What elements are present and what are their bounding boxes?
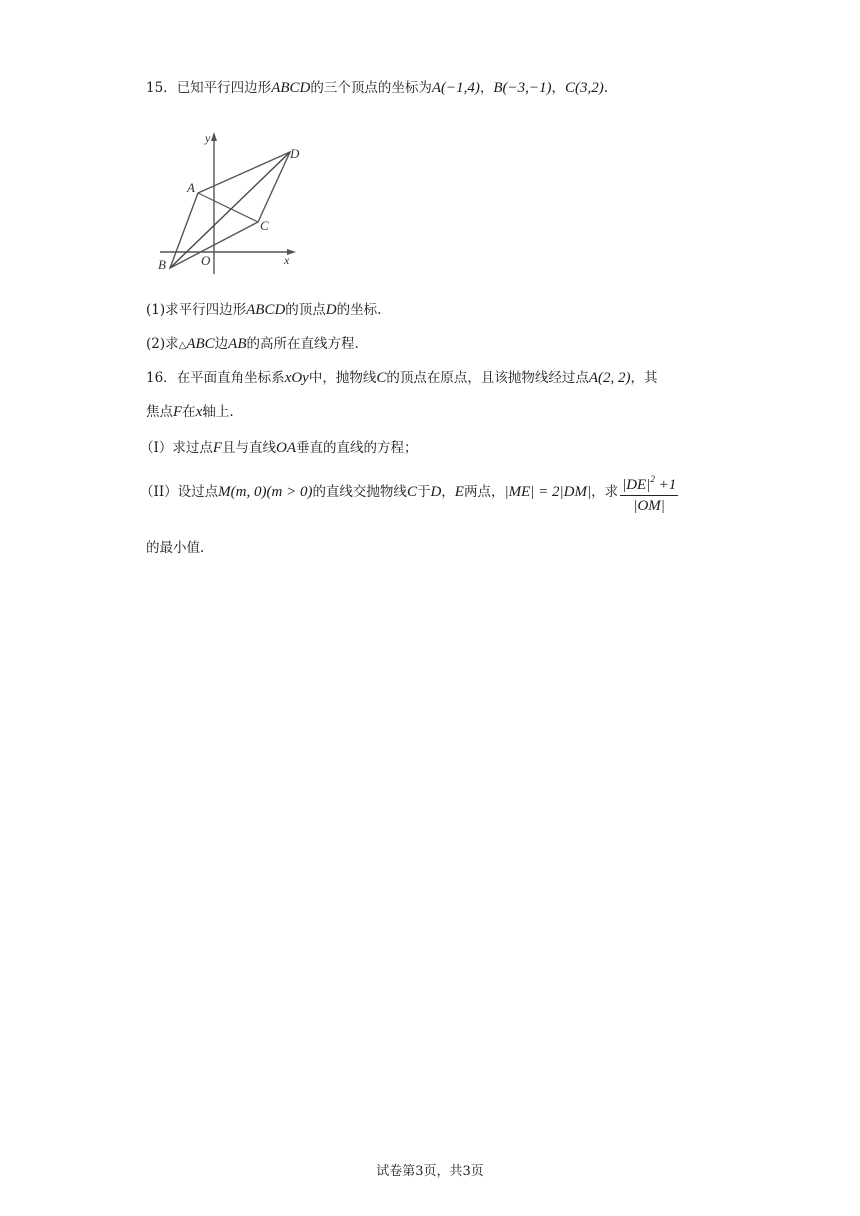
q15-point-b: B(−3,−1): [493, 80, 552, 96]
q15-number: 15．: [146, 80, 177, 96]
triangle-symbol: △: [178, 340, 187, 351]
page-footer: 试卷第3页，共3页: [376, 1164, 484, 1179]
numerator-plus-one: +1: [654, 477, 677, 493]
label-x: x: [284, 253, 290, 267]
q15-part1-point: D: [325, 302, 337, 318]
q16-part1-suffix: 垂直的直线的方程；: [296, 440, 418, 456]
q15-part2-suffix: 的高所在直线方程.: [246, 336, 359, 352]
q16-number: 16．: [146, 370, 177, 386]
label-b: B: [158, 257, 166, 272]
q15-part2-mid: 边: [214, 336, 229, 352]
q15-sep2: ，: [551, 80, 566, 96]
q16-line2c: 轴上.: [202, 404, 234, 420]
q15-stem: [146, 76, 608, 97]
q16-part2-prefix: （II）设过点: [140, 484, 219, 500]
q16-part2-tail: [146, 536, 204, 556]
q16-part2-point-e: E: [454, 484, 464, 500]
q16-part2-curve: C: [406, 484, 417, 500]
q16-coordinate-system: xOy: [284, 370, 309, 386]
y-axis-arrow: [211, 132, 217, 141]
q16-fraction: [620, 470, 678, 515]
q16-text3: 的顶点在原点，且该抛物线经过点: [386, 370, 589, 386]
q16-part1-line-oa: OA: [276, 440, 297, 456]
q15-part2-shape: ABC: [186, 336, 215, 352]
q15-intro: 已知平行四边形: [176, 80, 272, 96]
q15-sep1: ，: [479, 80, 494, 96]
q16-part1: [140, 436, 418, 457]
numerator-exponent: 2: [650, 474, 655, 484]
q16-x-axis: x: [195, 404, 203, 420]
q15-part2-prefix: (2)求: [146, 336, 179, 352]
q16-line2a: 焦点: [146, 404, 173, 420]
q15-part1-shape: ABCD: [246, 302, 286, 318]
q16-part2-mid4: ，求: [591, 484, 619, 500]
numerator-de: |DE|: [622, 477, 651, 493]
label-a: A: [187, 180, 195, 195]
q16-text2: 中，抛物线: [308, 370, 377, 386]
q16-part2-mid1: 的直线交抛物线: [312, 484, 407, 500]
label-c: C: [260, 218, 269, 233]
q15-part1-prefix: (1)求平行四边形: [146, 302, 247, 318]
q15-end: .: [603, 80, 609, 96]
q15-point-c: C(3,2): [565, 80, 604, 96]
q15-part2-side: AB: [228, 336, 247, 352]
diagonal-bd: [170, 152, 290, 268]
q16-part2-mid2: 于: [416, 484, 431, 500]
q15-figure: [150, 126, 310, 276]
q16-part2-comma: ，: [441, 484, 455, 500]
q16-part1-focus: F: [212, 440, 223, 456]
q16-line2b: 在: [182, 404, 196, 420]
diagonal-ac: [198, 193, 258, 222]
q16-stem-line2: [146, 400, 234, 421]
q16-part1-mid: 且与直线: [222, 440, 277, 456]
q16-text1: 在平面直角坐标系: [176, 370, 285, 386]
q15-point-a: A(−1,4): [431, 80, 480, 96]
q15-intro2: 的三个顶点的坐标为: [310, 80, 432, 96]
q16-stem-line1: [146, 366, 658, 387]
q15-part1-mid: 的顶点: [285, 302, 326, 318]
q16-part2-tail-text: 的最小值.: [146, 540, 205, 556]
q15-part1: [146, 298, 381, 319]
q16-point-a: A(2, 2): [588, 370, 631, 386]
label-y: y: [205, 131, 211, 145]
q16-curve: C: [376, 370, 387, 386]
q16-text4: ，其: [630, 370, 658, 386]
q15-shape: ABCD: [271, 80, 311, 96]
label-d: D: [290, 146, 300, 161]
fraction-numerator: [620, 470, 678, 496]
q16-focus: F: [173, 404, 183, 420]
q16-part2-mid3: 两点，: [463, 484, 505, 500]
q16-part2-condition: |ME| = 2|DM|: [504, 484, 592, 500]
q16-part2: [140, 470, 680, 515]
q16-part1-prefix: （I）求过点: [140, 440, 213, 456]
q15-part1-suffix: 的坐标.: [336, 302, 382, 318]
label-o: O: [201, 253, 211, 268]
fraction-denominator: |OM|: [633, 498, 665, 514]
q16-part2-point-d: D: [430, 484, 442, 500]
q15-part2: [146, 332, 359, 353]
q16-part2-point-m: M(m, 0)(m > 0): [218, 484, 313, 500]
